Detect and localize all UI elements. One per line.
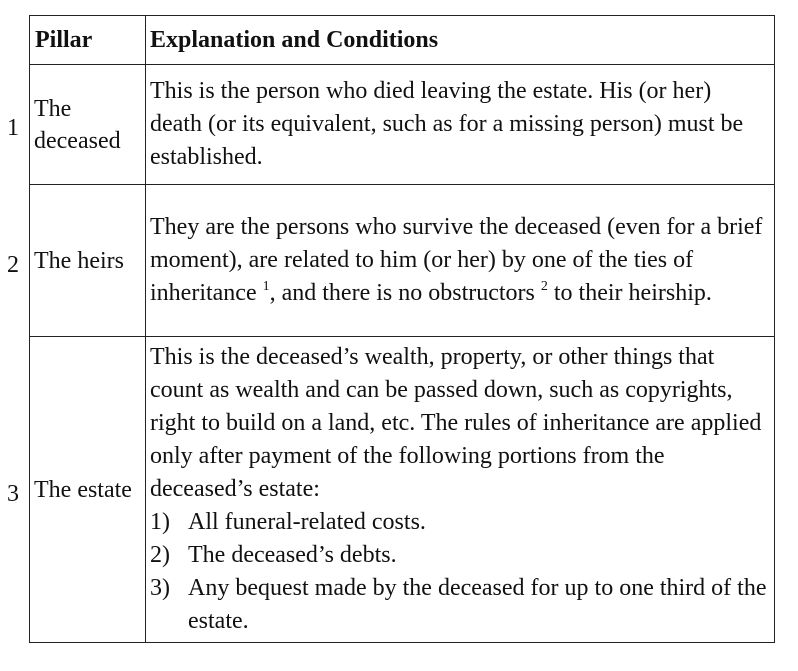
table-row	[30, 337, 775, 643]
explanation-cell	[146, 337, 775, 643]
pillar-cell: The estate	[30, 337, 146, 643]
table-header-row	[30, 16, 775, 65]
list-item	[150, 539, 768, 572]
table-row	[30, 185, 775, 337]
explanation-text: This is the deceased’s wealth, property, or other things that count as wealth and can be passed down, such as copyrights, right to build on a land, etc. The rules of inheritance are applied only after payment of the following portions from the deceased’s estate:	[150, 344, 762, 502]
explanation-cell	[146, 185, 775, 337]
row-number-3: 3	[7, 481, 19, 507]
list-number: 2)	[150, 542, 170, 568]
explanation-text: to their heirship.	[547, 280, 712, 306]
explanation-cell: This is the person who died leaving the estate. His (or her) death (or its equivalent, such as for a missing person) must be established.	[146, 65, 775, 185]
footnote-ref-2: 2	[540, 279, 548, 294]
list-item	[150, 572, 768, 638]
list-text: The deceased’s debts.	[188, 542, 397, 568]
header-pillar: Pillar	[30, 16, 146, 65]
explanation-text: , and there is no obstructors	[269, 280, 541, 306]
payment-list	[150, 506, 768, 638]
list-number: 1)	[150, 509, 170, 535]
footnote-ref-1: 1	[262, 279, 270, 294]
list-text: Any bequest made by the deceased for up to one third of the estate.	[188, 575, 767, 634]
row-number-2: 2	[7, 252, 19, 278]
header-explanation: Explanation and Conditions	[146, 16, 775, 65]
list-text: All funeral-related costs.	[188, 509, 426, 535]
pillar-cell: The heirs	[30, 185, 146, 337]
list-number: 3)	[150, 575, 170, 601]
pillar-cell: The deceased	[30, 65, 146, 185]
table-row	[30, 65, 775, 185]
list-item	[150, 506, 768, 539]
explanation-text: They are the persons who survive the deceased (even for a brief moment), are related to him (or her) by one of the ties of inheritance	[150, 214, 763, 306]
row-number-1: 1	[7, 115, 19, 141]
inheritance-pillars-table	[29, 15, 775, 643]
